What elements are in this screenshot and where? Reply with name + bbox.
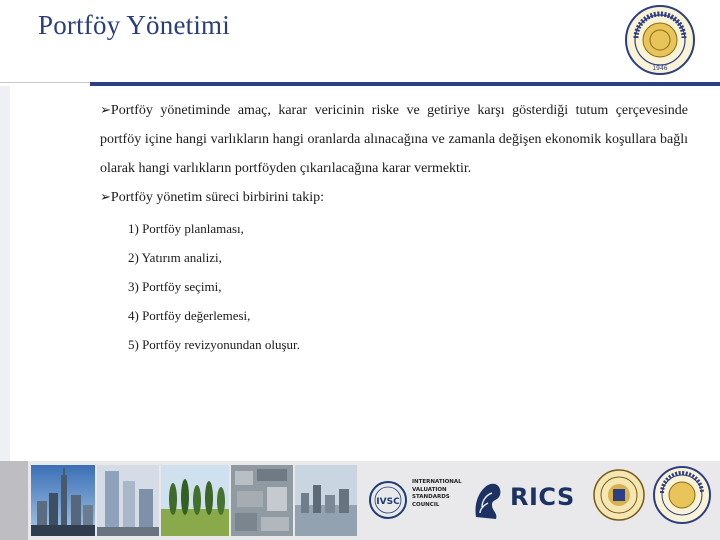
page-title: Portföy Yönetimi [38,10,230,40]
ankara-university-logo [624,4,696,76]
cityscape-image [295,465,357,536]
process-steps [128,214,688,359]
aerial-city-image [231,465,293,536]
ivsc-caption-line: COUNCIL [412,501,440,508]
ivsc-caption [412,479,462,509]
ivsc-logo-text: IVSC [376,497,400,507]
bullet-process [100,183,688,212]
list-item: 1) Portföy planlaması, [128,221,244,236]
ivsc-caption-line: VALUATION [412,486,447,493]
bullet-process-text: Portföy yönetim süreci birbirini takip: [110,190,324,205]
university-seal-icon [592,465,646,525]
rics-lion-icon [470,477,506,523]
landscape-image [161,465,229,536]
rics-logo-text: RICS [510,483,575,511]
footer-grey-block [0,461,28,540]
list-item: 2) Yatırım analizi, [128,250,222,265]
footer-band [0,461,720,540]
modern-buildings-image [97,465,159,536]
header-accent-bar [90,82,720,86]
ankara-university-footer-logo [652,463,712,527]
city-skyline-image [31,465,95,536]
arrow-bullet-icon: ➢ [100,190,111,205]
list-item: 3) Portföy seçimi, [128,279,222,294]
partner-logos [360,461,720,540]
ivsc-logo-icon [368,475,408,525]
ivsc-caption-line: STANDARDS [412,494,450,500]
ivsc-caption-line: INTERNATIONAL [412,479,462,485]
list-item: 4) Portföy değerlemesi, [128,308,251,323]
logo-year: 1946 [652,65,668,72]
arrow-bullet-icon: ➢ [100,103,111,118]
list-item: 5) Portföy revizyonundan oluşur. [128,337,300,352]
slide-content [100,96,688,359]
bullet-goal-text: Portföy yönetiminde amaç, karar vericinin riske ve getiriye karşı gösterdiği tutum çerçevesinde portföy içine hangi varlıkların hangi oranlarda alınacağına ve zamanla değişen ekonomik koşullara bağlı olarak hangi varlıkların portföyden çıkarılacağına karar vermektir. [100,103,688,176]
bullet-goal [100,96,688,183]
